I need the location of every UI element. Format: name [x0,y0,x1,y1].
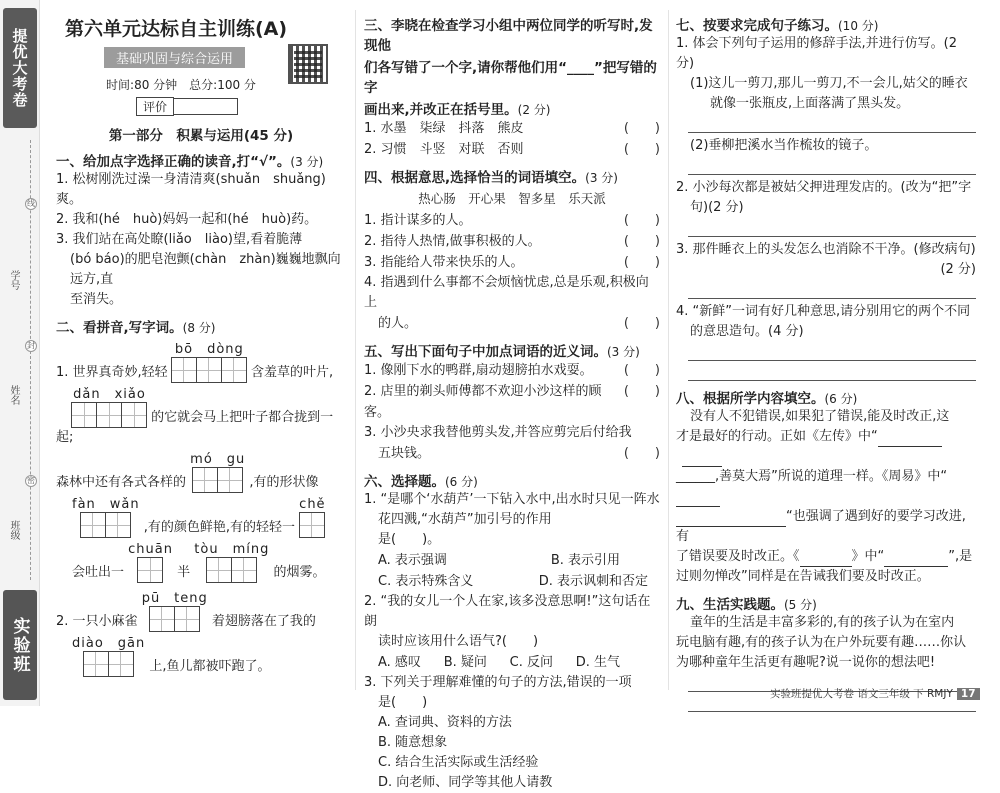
q1-title: 一、给加点字选择正确的读音,打“√”。(3 分) [56,154,324,170]
fill-blank[interactable] [676,526,786,527]
q6-q1: 花四溅,“水葫芦”加引号的作用 [378,512,552,527]
q3-title: 三、李晓在检查学习小组中两位同学的听写时,发现他 [364,18,653,54]
q6-option[interactable]: B. 随意想象 [378,735,448,750]
answer-line[interactable] [688,220,976,237]
q3-item[interactable]: 2. 习惯 斗竖 对联 否则 ( ) [364,142,660,157]
column-2 [364,14,660,793]
answer-line[interactable] [688,364,976,381]
pinyin-block: fàn wǎn [72,493,140,538]
column-divider [668,10,669,690]
q6-title: 六、选择题。(6 分) [364,474,478,490]
write-cell[interactable] [231,557,257,583]
q8-text: 了错误要及时改正。《 》中“ ”,是 [676,547,976,567]
q6-q2: 读时应该用什么语气?( ) [378,634,539,649]
q6-options[interactable]: A. 表示强调 B. 表示引用 [378,553,620,568]
column-1 [56,14,346,677]
cut-mark: 密 [27,476,35,485]
fill-blank[interactable] [878,446,942,447]
page-title: 第六单元达标自主训练(A) [64,18,288,40]
q7-s1b: (2)垂柳把溪水当作梳妆的镜子。 [690,138,878,153]
write-cell[interactable] [105,512,131,538]
q9-text: 玩电脑有趣,有的孩子认为在户外玩要有趣……你认 [676,635,967,650]
q1-item[interactable]: 1. 松树刚洗过澡一身清清爽(shuǎn shuǎng)爽。 [56,172,326,207]
write-cell[interactable] [80,512,106,538]
pinyin-row: 1. 世界真奇妙,轻轻 bō dòng 含羞草的叶片, [56,338,346,383]
q3-item[interactable]: 1. 水墨 柒绿 抖落 熊皮 ( ) [364,121,660,136]
q8-text: 过则勿惮改”同样是在告诫我们要及时改正。 [676,569,930,584]
q3-title-cont: 画出来,并改正在括号里。(2 分) [364,102,551,118]
q4-item[interactable]: 1. 指计谋多的人。 ( ) [364,213,660,228]
q4-title: 四、根据意思,选择恰当的词语填空。(3 分) [364,170,618,186]
brand-logo-top: 提优大考卷 [3,8,37,128]
q6-option[interactable]: A. 查词典、资料的方法 [378,715,512,730]
q8-text: 没有人不犯错误,如果犯了错误,能及时改正,这 [690,409,950,424]
answer-line[interactable] [688,158,976,175]
q6-options[interactable]: C. 表示特殊含义 D. 表示讽刺和否定 [378,574,648,589]
q6-q1: 1. “是哪个‘水葫芦’一下钻入水中,出水时只见一阵水 [364,492,660,507]
part1-title: 第一部分 积累与运用(45 分) [108,128,294,144]
q5-item[interactable]: 3. 小沙央求我替他剪头发,并答应剪完后付给我 [364,425,632,440]
class-label: 班级 [8,520,19,540]
answer-line[interactable] [688,344,976,361]
q3-title-cont: 们各写错了一个字,请你帮他们用“____”把写错的字 [364,60,657,96]
page-footer: 实验班提优大考卷 语文三年级 下 RMJY 17 [770,686,980,701]
pinyin-row: fàn wǎn ,有的颜色鲜艳,有的轻轻一 chě [56,493,346,538]
write-cell[interactable] [217,467,243,493]
q7-s1a: (1)这儿一剪刀,那儿一剪刀,不一会儿,姑父的睡衣 [690,76,968,91]
student-id-label: 学号 [8,270,19,290]
q6-q3: 是( ) [378,695,428,710]
pinyin-block: chě [299,497,325,538]
q1-item[interactable]: 2. 我和(hé huò)妈妈一起和(hé huò)药。 [56,212,318,227]
column-divider [355,10,356,690]
q6-q3: 3. 下列关于理解难懂的句子的方法,错误的一项 [364,675,632,690]
q7-s3: 3. 那件睡衣上的头发怎么也消除不干净。(修改病句) [676,242,976,257]
q7-s1: 1. 体会下列句子运用的修辞手法,并进行仿写。(2 分) [676,36,958,71]
time-score: 时间:80 分钟 总分:100 分 [106,78,256,92]
q5-item[interactable]: 五块钱。 ( ) [378,446,660,461]
pinyin-row: 森林中还有各式各样的 mó gu ,有的形状像 [56,448,346,493]
write-cell[interactable] [206,557,232,583]
write-cell[interactable] [108,651,134,677]
page-number: 17 [957,688,980,700]
write-cell[interactable] [299,512,325,538]
answer-line[interactable] [688,282,976,299]
q1-item[interactable]: 3. 我们站在高处瞭(liǎo liào)望,看着脆薄 [56,232,303,247]
write-cell[interactable] [192,467,218,493]
q4-item[interactable]: 的人。 ( ) [378,316,660,331]
q1-item[interactable]: (bó báo)的肥皂泡颤(chàn zhàn)巍巍地飘向远方,直 [70,252,341,287]
write-cell[interactable] [83,651,109,677]
q9-text: 童年的生活是丰富多彩的,有的孩子认为在室内 [690,615,955,630]
q8-title: 八、根据所学内容填空。(6 分) [676,391,858,407]
q7-title: 七、按要求完成句子练习。(10 分) [676,18,879,34]
answer-line[interactable] [688,116,976,133]
evaluation-label: 评价 [136,97,174,116]
q8-text: 才是最好的行动。正如《左传》中“ [676,427,976,467]
q8-text: “也强调了遇到好的要学习改进,有 [676,509,966,544]
pinyin-block: chuān [128,542,173,583]
q7-s3: (2 分) [940,262,976,277]
binding-strip [0,0,40,706]
evaluation-box [136,97,346,116]
write-cell[interactable] [196,357,222,383]
column-3 [676,14,976,715]
q7-s4: 的意思造句。(4 分) [690,324,804,339]
q6-q2: 2. “我的女儿一个人在家,该多没意思啊!”这句话在朗 [364,594,651,629]
pinyin-block: dǎn xiǎo [72,383,147,428]
pinyin-row: 会吐出一 chuān 半 tòu míng 的烟雾。 [56,538,346,583]
pinyin-block: tòu míng [194,538,269,583]
q1-item: 至消失。 [70,292,123,307]
q8-text: ______,善莫大焉”所说的道理一样。《周易》中“ [676,467,976,507]
subtitle-badge: 基础巩固与综合运用 [104,47,245,68]
q7-s2: 句)(2 分) [690,200,744,215]
q2-title: 二、看拼音,写字词。(8 分) [56,320,216,336]
write-cell[interactable] [121,402,147,428]
pinyin-block: pū teng [142,587,208,632]
brand-logo-bottom: 实验班 [3,590,37,700]
write-cell[interactable] [171,357,197,383]
cut-mark: 线 [27,199,35,208]
q6-option[interactable]: D. 向老师、同学等其他人请教 [378,775,553,790]
q5-title: 五、写出下面句子中加点词语的近义词。(3 分) [364,344,640,360]
q7-s2: 2. 小沙每次都是被姑父押进理发店的。(改为“把”字 [676,180,972,195]
write-cell[interactable] [71,402,97,428]
name-label: 姓名 [8,385,19,405]
write-cell[interactable] [221,357,247,383]
pinyin-block: bō dòng [172,338,247,383]
q9-title: 九、生活实践题。(5 分) [676,597,817,613]
write-cell[interactable] [149,606,175,632]
pinyin-row: 2. 一只小麻雀 pū teng 着翅膀落在了我的 [56,587,346,632]
q6-q1: 是( )。 [378,532,441,547]
qr-code-icon[interactable] [288,44,328,84]
q4-item[interactable]: 3. 指能给人带来快乐的人。 ( ) [364,255,660,270]
pinyin-row: dǎn xiǎo 的它就会马上把叶子都合拢到一起; [56,383,346,448]
write-cell[interactable] [96,402,122,428]
q4-item[interactable]: 2. 指待人热情,做事积极的人。 ( ) [364,234,660,249]
write-cell[interactable] [174,606,200,632]
q4-word-bank: 热心肠 开心果 智多星 乐天派 [418,191,606,206]
write-cell[interactable] [137,557,163,583]
q5-item[interactable]: 1. 像刚下水的鸭群,扇动翅膀拍水戏耍。 ( ) [364,363,660,378]
q6-options[interactable]: A. 感叹 B. 疑问 C. 反问 D. 生气 [378,655,620,670]
pinyin-block: mó gu [190,448,245,493]
q6-option[interactable]: C. 结合生活实际或生活经验 [378,755,539,770]
evaluation-field[interactable] [174,98,238,115]
pinyin-row: diào gān 上,鱼儿都被吓跑了。 [56,632,346,677]
q4-item[interactable]: 4. 指遇到什么事都不会烦恼忧虑,总是乐观,积极向上 [364,275,649,310]
q7-s1a: 就像一张瓶皮,上面落满了黑头发。 [710,96,910,111]
q7-s4: 4. “新鲜”一词有好几种意思,请分别用它的两个不同 [676,304,971,319]
cut-mark: 封 [27,341,35,350]
pinyin-block: diào gān [72,632,145,677]
q9-text: 为哪种童年生活更有趣呢?说一说你的想法吧! [676,655,936,670]
q5-item[interactable]: 2. 店里的剃头师傅都不欢迎小沙这样的顾客。 ( ) [364,384,660,420]
